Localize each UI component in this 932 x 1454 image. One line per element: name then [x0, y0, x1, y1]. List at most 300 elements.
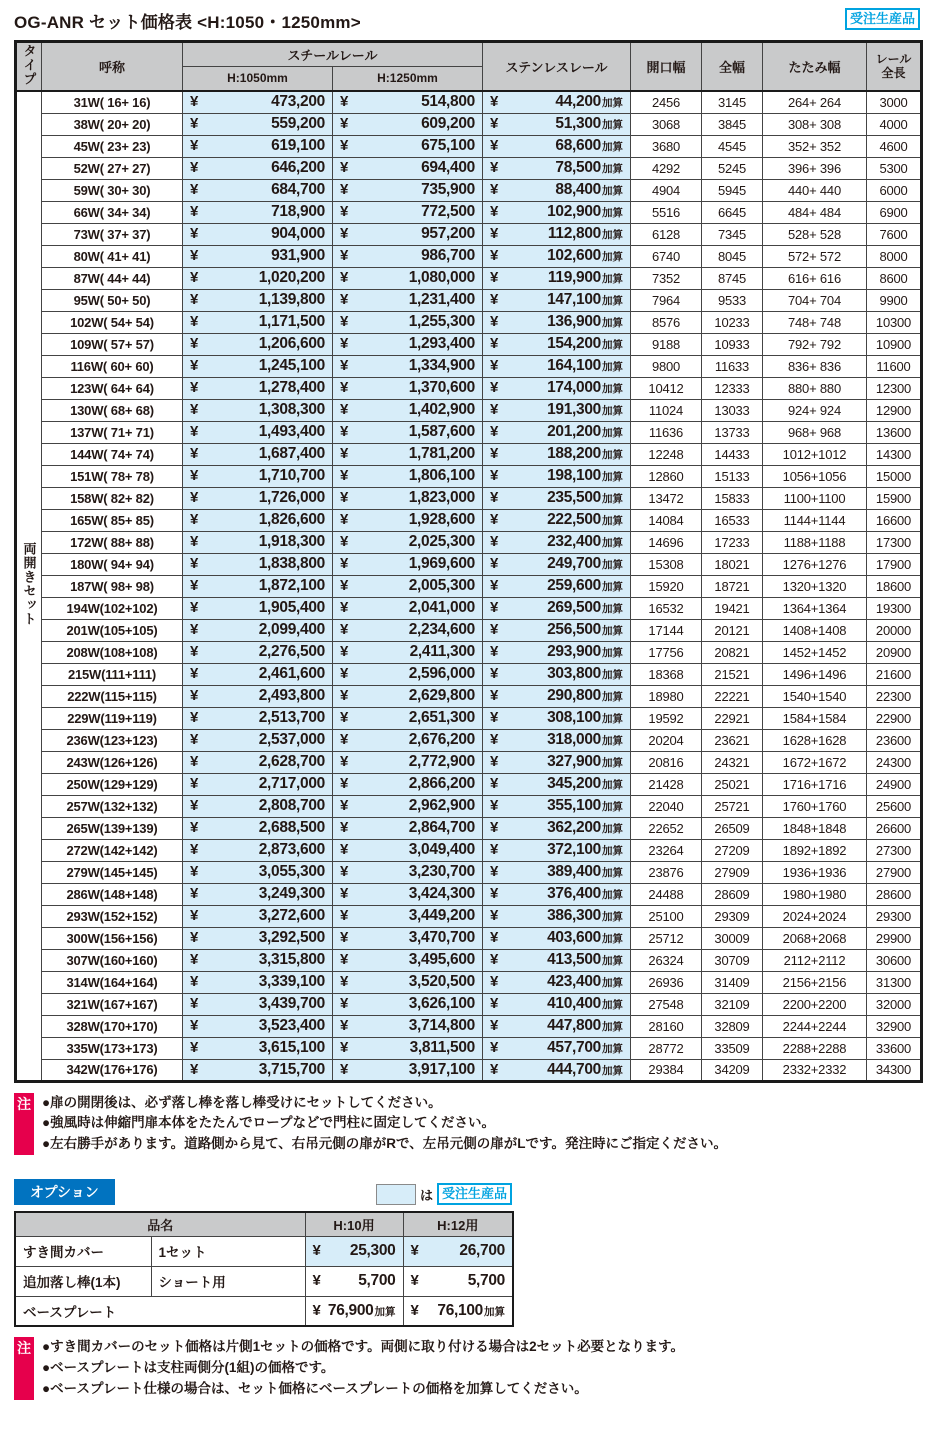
- table-row: [16, 245, 922, 267]
- steel-rail-h1050-price: ¥ 1,308,300: [183, 399, 333, 421]
- yen-symbol: ¥: [410, 1272, 419, 1290]
- stainless-rail-price: ¥ 389,400加算: [483, 861, 631, 883]
- full-width: 5945: [702, 179, 763, 201]
- table-row: [16, 487, 922, 509]
- full-width: 19421: [702, 597, 763, 619]
- full-width: 30009: [702, 927, 763, 949]
- steel-rail-h1250-price: ¥ 3,714,800: [333, 1015, 483, 1037]
- model-name: 116W( 60+ 60): [42, 355, 183, 377]
- rail-length: 26600: [867, 817, 922, 839]
- option-price-h10: [305, 1266, 403, 1296]
- model-name: 257W(132+132): [42, 795, 183, 817]
- opening-width: 8576: [631, 311, 702, 333]
- full-width: 30709: [702, 949, 763, 971]
- rail-length: 11600: [867, 355, 922, 377]
- price-amount: 5,700: [358, 1272, 396, 1290]
- col-header-h1050: H:1050mm: [183, 66, 333, 91]
- steel-rail-h1050-price: ¥ 1,905,400: [183, 597, 333, 619]
- rail-length: 23600: [867, 729, 922, 751]
- opening-width: 15920: [631, 575, 702, 597]
- stainless-rail-price: ¥ 154,200加算: [483, 333, 631, 355]
- opening-width: 10412: [631, 377, 702, 399]
- steel-rail-h1250-price: ¥ 1,080,000: [333, 267, 483, 289]
- steel-rail-h1250-price: ¥ 2,596,000: [333, 663, 483, 685]
- rail-length: 16600: [867, 509, 922, 531]
- steel-rail-h1250-price: ¥ 1,402,900: [333, 399, 483, 421]
- full-width: 33509: [702, 1037, 763, 1059]
- opening-width: 22652: [631, 817, 702, 839]
- stainless-rail-price: ¥ 318,000加算: [483, 729, 631, 751]
- table-row: [16, 377, 922, 399]
- opening-width: 15308: [631, 553, 702, 575]
- stainless-rail-price: ¥ 457,700加算: [483, 1037, 631, 1059]
- rail-length: 10900: [867, 333, 922, 355]
- steel-rail-h1250-price: ¥ 514,800: [333, 91, 483, 113]
- full-width: 26509: [702, 817, 763, 839]
- stainless-rail-price: ¥ 403,600加算: [483, 927, 631, 949]
- opening-width: 28772: [631, 1037, 702, 1059]
- rail-length: 15900: [867, 487, 922, 509]
- legend-made-to-order-badge: 受注生産品: [437, 1183, 512, 1205]
- steel-rail-h1050-price: ¥ 2,628,700: [183, 751, 333, 773]
- model-name: 307W(160+160): [42, 949, 183, 971]
- stainless-rail-price: ¥ 191,300加算: [483, 399, 631, 421]
- steel-rail-h1050-price: ¥ 1,710,700: [183, 465, 333, 487]
- folding-width: 396+ 396: [763, 157, 867, 179]
- full-width: 5245: [702, 157, 763, 179]
- stainless-rail-price: ¥ 386,300加算: [483, 905, 631, 927]
- full-width: 14433: [702, 443, 763, 465]
- table-row: [16, 597, 922, 619]
- full-width: 28609: [702, 883, 763, 905]
- folding-width: 1980+1980: [763, 883, 867, 905]
- note-line: ●すき間カバーのセット価格は片側1セットの価格です。両側に取り付ける場合は2セット必要となります。: [42, 1339, 685, 1355]
- folding-width: 836+ 836: [763, 355, 867, 377]
- steel-rail-h1250-price: ¥ 2,234,600: [333, 619, 483, 641]
- folding-width: 1936+1936: [763, 861, 867, 883]
- folding-width: 572+ 572: [763, 245, 867, 267]
- folding-width: 2024+2024: [763, 905, 867, 927]
- steel-rail-h1050-price: ¥ 3,292,500: [183, 927, 333, 949]
- stainless-rail-price: ¥ 232,400加算: [483, 531, 631, 553]
- steel-rail-h1050-price: ¥ 2,493,800: [183, 685, 333, 707]
- stainless-rail-price: ¥ 174,000加算: [483, 377, 631, 399]
- option-price-h12: [403, 1266, 513, 1296]
- stainless-rail-price: ¥ 198,100加算: [483, 465, 631, 487]
- steel-rail-h1050-price: ¥ 2,808,700: [183, 795, 333, 817]
- folding-width: 1848+1848: [763, 817, 867, 839]
- options-table: [14, 1211, 514, 1327]
- folding-width: 1892+1892: [763, 839, 867, 861]
- rail-length: 24900: [867, 773, 922, 795]
- full-width: 22921: [702, 707, 763, 729]
- notes-bottom: [14, 1337, 920, 1400]
- full-width: 25721: [702, 795, 763, 817]
- opening-width: 14696: [631, 531, 702, 553]
- model-name: 321W(167+167): [42, 993, 183, 1015]
- stainless-rail-price: ¥ 410,400加算: [483, 993, 631, 1015]
- steel-rail-h1050-price: ¥ 2,276,500: [183, 641, 333, 663]
- model-name: 243W(126+126): [42, 751, 183, 773]
- folding-width: 1540+1540: [763, 685, 867, 707]
- model-name: 45W( 23+ 23): [42, 135, 183, 157]
- model-name: 342W(176+176): [42, 1059, 183, 1081]
- note-lines: [34, 1337, 684, 1400]
- table-row: [16, 91, 922, 113]
- opening-width: 14084: [631, 509, 702, 531]
- model-name: 194W(102+102): [42, 597, 183, 619]
- model-name: 165W( 85+ 85): [42, 509, 183, 531]
- model-name: 66W( 34+ 34): [42, 201, 183, 223]
- opening-width: 20204: [631, 729, 702, 751]
- steel-rail-h1050-price: ¥ 2,099,400: [183, 619, 333, 641]
- full-width: 22221: [702, 685, 763, 707]
- steel-rail-h1250-price: ¥ 1,928,600: [333, 509, 483, 531]
- opening-width: 16532: [631, 597, 702, 619]
- opening-width: 9188: [631, 333, 702, 355]
- table-row: [16, 927, 922, 949]
- opening-width: 12248: [631, 443, 702, 465]
- full-width: 34209: [702, 1059, 763, 1081]
- model-name: 87W( 44+ 44): [42, 267, 183, 289]
- folding-width: 1496+1496: [763, 663, 867, 685]
- steel-rail-h1050-price: ¥ 2,513,700: [183, 707, 333, 729]
- opening-width: 17144: [631, 619, 702, 641]
- rail-length: 19300: [867, 597, 922, 619]
- table-row: [16, 179, 922, 201]
- col-header-folding-width: たたみ幅: [763, 42, 867, 92]
- steel-rail-h1250-price: ¥ 986,700: [333, 245, 483, 267]
- steel-rail-h1250-price: ¥ 3,230,700: [333, 861, 483, 883]
- rail-length: 29300: [867, 905, 922, 927]
- stainless-rail-price: ¥ 355,100加算: [483, 795, 631, 817]
- table-row: [16, 773, 922, 795]
- steel-rail-h1250-price: ¥ 694,400: [333, 157, 483, 179]
- steel-rail-h1050-price: ¥ 1,687,400: [183, 443, 333, 465]
- folding-width: 924+ 924: [763, 399, 867, 421]
- folding-width: 484+ 484: [763, 201, 867, 223]
- model-name: 31W( 16+ 16): [42, 91, 183, 113]
- steel-rail-h1250-price: ¥ 957,200: [333, 223, 483, 245]
- stainless-rail-price: ¥ 256,500加算: [483, 619, 631, 641]
- table-row: [16, 883, 922, 905]
- steel-rail-h1050-price: ¥ 1,139,800: [183, 289, 333, 311]
- full-width: 18021: [702, 553, 763, 575]
- full-width: 25021: [702, 773, 763, 795]
- options-table-header: [15, 1212, 513, 1236]
- stainless-rail-price: ¥ 51,300加算: [483, 113, 631, 135]
- steel-rail-h1250-price: ¥ 3,811,500: [333, 1037, 483, 1059]
- opening-width: 28160: [631, 1015, 702, 1037]
- table-row: [16, 201, 922, 223]
- steel-rail-h1050-price: ¥ 619,100: [183, 135, 333, 157]
- model-name: 293W(152+152): [42, 905, 183, 927]
- opening-width: 3068: [631, 113, 702, 135]
- steel-rail-h1250-price: ¥ 3,520,500: [333, 971, 483, 993]
- yen-symbol: ¥: [312, 1272, 321, 1290]
- folding-width: 1716+1716: [763, 773, 867, 795]
- opening-width: 26936: [631, 971, 702, 993]
- table-row: [16, 729, 922, 751]
- folding-width: 1760+1760: [763, 795, 867, 817]
- opening-width: 6740: [631, 245, 702, 267]
- steel-rail-h1050-price: ¥ 473,200: [183, 91, 333, 113]
- folding-width: 2244+2244: [763, 1015, 867, 1037]
- rail-length: 18600: [867, 575, 922, 597]
- steel-rail-h1250-price: ¥ 3,449,200: [333, 905, 483, 927]
- stainless-rail-price: ¥ 119,900加算: [483, 267, 631, 289]
- steel-rail-h1250-price: ¥ 1,370,600: [333, 377, 483, 399]
- price-table: [14, 40, 923, 1083]
- model-name: 144W( 74+ 74): [42, 443, 183, 465]
- steel-rail-h1050-price: ¥ 2,537,000: [183, 729, 333, 751]
- stainless-rail-price: ¥ 44,200加算: [483, 91, 631, 113]
- steel-rail-h1250-price: ¥ 772,500: [333, 201, 483, 223]
- full-width: 24321: [702, 751, 763, 773]
- steel-rail-h1050-price: ¥ 3,615,100: [183, 1037, 333, 1059]
- folding-width: 1672+1672: [763, 751, 867, 773]
- model-name: 102W( 54+ 54): [42, 311, 183, 333]
- folding-width: 528+ 528: [763, 223, 867, 245]
- table-row: [16, 993, 922, 1015]
- col-header-steel-rail: スチールレール: [183, 42, 483, 67]
- stainless-rail-price: ¥ 303,800加算: [483, 663, 631, 685]
- opt-col-header-h12: H:12用: [403, 1212, 513, 1236]
- rail-length: 22900: [867, 707, 922, 729]
- folding-width: 264+ 264: [763, 91, 867, 113]
- rail-length: 34300: [867, 1059, 922, 1081]
- price-amount: 76,900加算: [327, 1302, 396, 1320]
- price-amount: 26,700: [459, 1242, 505, 1260]
- table-row: [16, 861, 922, 883]
- steel-rail-h1050-price: ¥ 684,700: [183, 179, 333, 201]
- stainless-rail-price: ¥ 164,100加算: [483, 355, 631, 377]
- rail-length: 29900: [867, 927, 922, 949]
- stainless-rail-price: ¥ 269,500加算: [483, 597, 631, 619]
- full-width: 10933: [702, 333, 763, 355]
- full-width: 8745: [702, 267, 763, 289]
- option-price-h12: [403, 1236, 513, 1266]
- table-row: [16, 1037, 922, 1059]
- table-row: [16, 399, 922, 421]
- opening-width: 4904: [631, 179, 702, 201]
- option-spec: ショート用: [151, 1266, 305, 1296]
- full-width: 11633: [702, 355, 763, 377]
- steel-rail-h1050-price: ¥ 2,688,500: [183, 817, 333, 839]
- table-row: [16, 751, 922, 773]
- steel-rail-h1250-price: ¥ 3,917,100: [333, 1059, 483, 1081]
- rail-length: 7600: [867, 223, 922, 245]
- rail-length: 25600: [867, 795, 922, 817]
- steel-rail-h1250-price: ¥ 675,100: [333, 135, 483, 157]
- steel-rail-h1250-price: ¥ 2,411,300: [333, 641, 483, 663]
- folding-width: 1452+1452: [763, 641, 867, 663]
- price-amount: 5,700: [467, 1272, 505, 1290]
- stainless-rail-price: ¥ 308,100加算: [483, 707, 631, 729]
- legend-particle: は: [419, 1187, 433, 1203]
- model-name: 137W( 71+ 71): [42, 421, 183, 443]
- stainless-rail-price: ¥ 102,600加算: [483, 245, 631, 267]
- steel-rail-h1250-price: ¥ 1,781,200: [333, 443, 483, 465]
- model-name: 151W( 78+ 78): [42, 465, 183, 487]
- steel-rail-h1050-price: ¥ 2,873,600: [183, 839, 333, 861]
- full-width: 15133: [702, 465, 763, 487]
- steel-rail-h1050-price: ¥ 559,200: [183, 113, 333, 135]
- title-row: [14, 8, 920, 33]
- table-row: [16, 1059, 922, 1081]
- option-spec: 1セット: [151, 1236, 305, 1266]
- steel-rail-h1250-price: ¥ 3,049,400: [333, 839, 483, 861]
- model-name: 335W(173+173): [42, 1037, 183, 1059]
- steel-rail-h1250-price: ¥ 1,293,400: [333, 333, 483, 355]
- opening-width: 29384: [631, 1059, 702, 1081]
- stainless-rail-price: ¥ 136,900加算: [483, 311, 631, 333]
- folding-width: 1364+1364: [763, 597, 867, 619]
- folding-width: 1408+1408: [763, 619, 867, 641]
- notes-top: [14, 1093, 920, 1156]
- full-width: 13733: [702, 421, 763, 443]
- note-tag: 注: [14, 1337, 34, 1400]
- stainless-rail-price: ¥ 188,200加算: [483, 443, 631, 465]
- note-line: ●ベースプレート仕様の場合は、セット価格にベースプレートの価格を加算してください。: [42, 1381, 588, 1397]
- table-row: [16, 817, 922, 839]
- rail-length: 27300: [867, 839, 922, 861]
- full-width: 20121: [702, 619, 763, 641]
- col-header-opening-width: 開口幅: [631, 42, 702, 92]
- steel-rail-h1050-price: ¥ 3,272,600: [183, 905, 333, 927]
- full-width: 32109: [702, 993, 763, 1015]
- rail-length: 22300: [867, 685, 922, 707]
- price-amount: 25,300: [349, 1242, 396, 1260]
- note-tag: 注: [14, 1093, 34, 1156]
- table-row: [16, 575, 922, 597]
- option-price-h12: [403, 1296, 513, 1326]
- rail-length: 32000: [867, 993, 922, 1015]
- table-row: [16, 971, 922, 993]
- stainless-rail-price: ¥ 293,900加算: [483, 641, 631, 663]
- opening-width: 21428: [631, 773, 702, 795]
- stainless-rail-price: ¥ 327,900加算: [483, 751, 631, 773]
- options-label: オプション: [14, 1179, 115, 1205]
- model-name: 95W( 50+ 50): [42, 289, 183, 311]
- rail-length: 17300: [867, 531, 922, 553]
- opening-width: 11636: [631, 421, 702, 443]
- opening-width: 5516: [631, 201, 702, 223]
- model-name: 130W( 68+ 68): [42, 399, 183, 421]
- option-row: [15, 1296, 513, 1326]
- rail-length: 12300: [867, 377, 922, 399]
- table-row: [16, 685, 922, 707]
- steel-rail-h1050-price: ¥ 1,726,000: [183, 487, 333, 509]
- steel-rail-h1050-price: ¥ 1,245,100: [183, 355, 333, 377]
- opening-width: 17756: [631, 641, 702, 663]
- rail-length: 4600: [867, 135, 922, 157]
- table-row: [16, 707, 922, 729]
- table-row: [16, 333, 922, 355]
- model-name: 300W(156+156): [42, 927, 183, 949]
- steel-rail-h1250-price: ¥ 2,005,300: [333, 575, 483, 597]
- folding-width: 1188+1188: [763, 531, 867, 553]
- steel-rail-h1050-price: ¥ 1,838,800: [183, 553, 333, 575]
- steel-rail-h1250-price: ¥ 735,900: [333, 179, 483, 201]
- folding-width: 616+ 616: [763, 267, 867, 289]
- stainless-rail-price: ¥ 413,500加算: [483, 949, 631, 971]
- steel-rail-h1250-price: ¥ 1,969,600: [333, 553, 483, 575]
- option-price-h10: [305, 1296, 403, 1326]
- rail-length: 6900: [867, 201, 922, 223]
- full-width: 10233: [702, 311, 763, 333]
- opt-col-header-name: 品名: [15, 1212, 305, 1236]
- rail-length: 12900: [867, 399, 922, 421]
- model-name: 286W(148+148): [42, 883, 183, 905]
- note-line: ●強風時は伸縮門扉本体をたたんでロープなどで門柱に固定してください。: [42, 1115, 495, 1131]
- model-name: 180W( 94+ 94): [42, 553, 183, 575]
- full-width: 27209: [702, 839, 763, 861]
- stainless-rail-price: ¥ 235,500加算: [483, 487, 631, 509]
- table-row: [16, 157, 922, 179]
- steel-rail-h1250-price: ¥ 1,334,900: [333, 355, 483, 377]
- folding-width: 2200+2200: [763, 993, 867, 1015]
- steel-rail-h1050-price: ¥ 3,523,400: [183, 1015, 333, 1037]
- folding-width: 2112+2112: [763, 949, 867, 971]
- steel-rail-h1050-price: ¥ 3,715,700: [183, 1059, 333, 1081]
- folding-width: 2156+2156: [763, 971, 867, 993]
- full-width: 3845: [702, 113, 763, 135]
- col-header-full-width: 全幅: [702, 42, 763, 92]
- table-row: [16, 113, 922, 135]
- steel-rail-h1050-price: ¥ 3,315,800: [183, 949, 333, 971]
- option-name: 追加落し棒(1本): [15, 1266, 151, 1296]
- main-table-body: [16, 91, 922, 1081]
- col-header-name: 呼称: [42, 42, 183, 92]
- folding-width: 1628+1628: [763, 729, 867, 751]
- opening-width: 3680: [631, 135, 702, 157]
- stainless-rail-price: ¥ 147,100加算: [483, 289, 631, 311]
- stainless-rail-price: ¥ 201,200加算: [483, 421, 631, 443]
- steel-rail-h1250-price: ¥ 2,772,900: [333, 751, 483, 773]
- steel-rail-h1050-price: ¥ 1,020,200: [183, 267, 333, 289]
- full-width: 27909: [702, 861, 763, 883]
- opening-width: 4292: [631, 157, 702, 179]
- full-width: 20821: [702, 641, 763, 663]
- full-width: 31409: [702, 971, 763, 993]
- table-row: [16, 905, 922, 927]
- option-name: ベースプレート: [15, 1296, 305, 1326]
- option-price-h10: [305, 1236, 403, 1266]
- table-row: [16, 663, 922, 685]
- col-header-rail-length: レール全長: [867, 42, 922, 92]
- rail-length: 13600: [867, 421, 922, 443]
- model-name: 236W(123+123): [42, 729, 183, 751]
- price-table-header: [16, 42, 922, 92]
- opening-width: 6128: [631, 223, 702, 245]
- opening-width: 25100: [631, 905, 702, 927]
- made-to-order-badge: 受注生産品: [845, 8, 920, 30]
- rail-length: 8600: [867, 267, 922, 289]
- stainless-rail-price: ¥ 68,600加算: [483, 135, 631, 157]
- folding-width: 440+ 440: [763, 179, 867, 201]
- opening-width: 22040: [631, 795, 702, 817]
- type-group-label: 両開きセット: [16, 91, 42, 1081]
- opening-width: 7352: [631, 267, 702, 289]
- rail-length: 31300: [867, 971, 922, 993]
- folding-width: 2068+2068: [763, 927, 867, 949]
- model-name: 229W(119+119): [42, 707, 183, 729]
- folding-width: 2332+2332: [763, 1059, 867, 1081]
- stainless-rail-price: ¥ 249,700加算: [483, 553, 631, 575]
- table-row: [16, 421, 922, 443]
- folding-width: 2288+2288: [763, 1037, 867, 1059]
